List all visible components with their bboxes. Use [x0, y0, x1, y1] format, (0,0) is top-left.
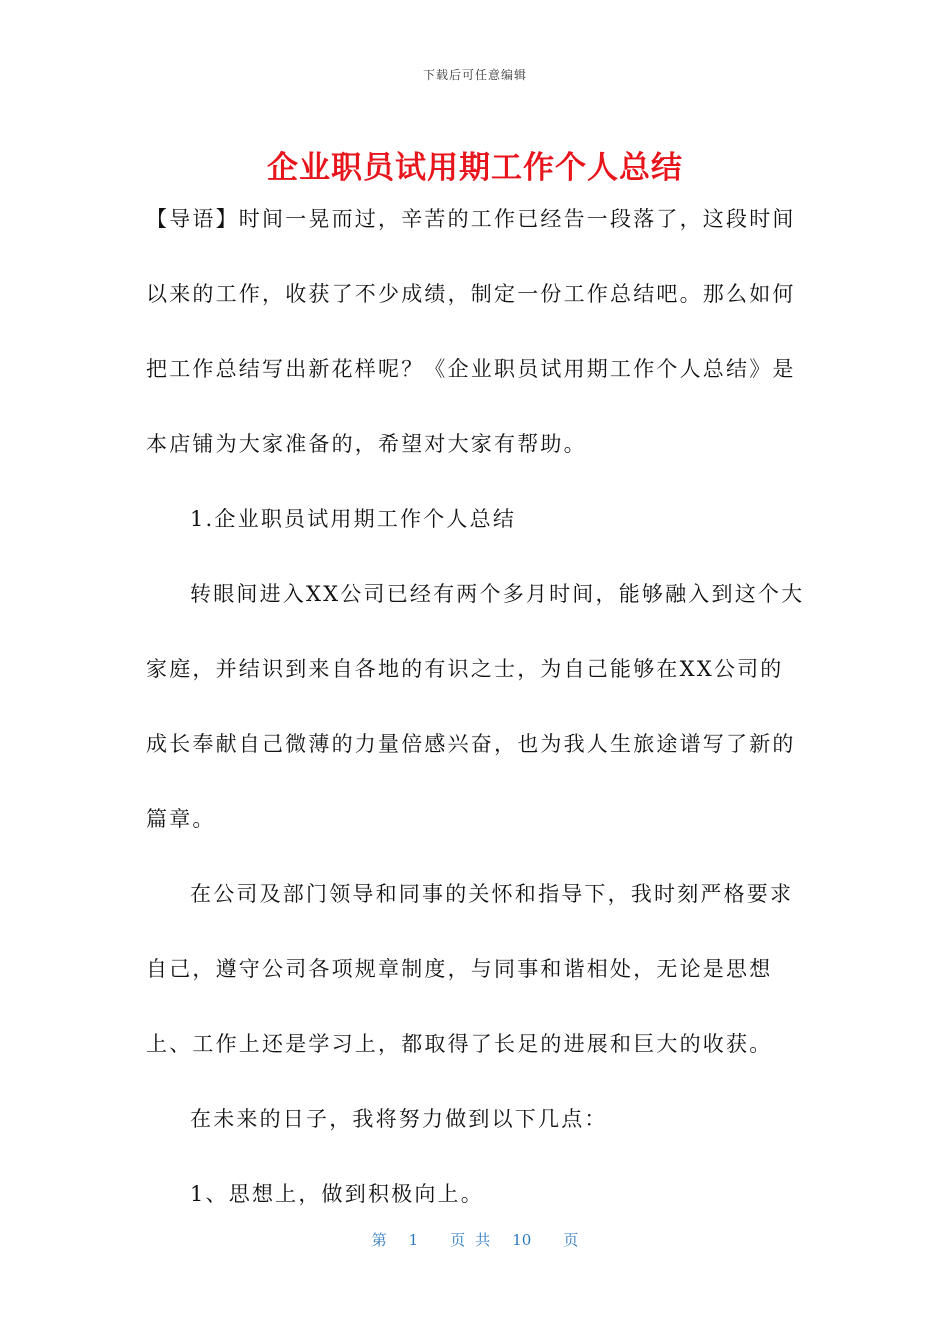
- document-title: 企业职员试用期工作个人总结: [267, 150, 683, 186]
- footer-page-label: 第: [371, 1231, 387, 1249]
- footer-total-pages: 10: [512, 1231, 532, 1249]
- intro-paragraph: 【导语】时间一晃而过，辛苦的工作已经告一段落了，这段时间以来的工作，收获了不少成绩，制定一份工作总结吧。那么如何把工作总结写出新花样呢？《企业职员试用期工作个人总结》是本店铺为大家准备的，希望对大家有帮助。: [146, 207, 796, 456]
- section-heading: 1.企业职员试用期工作个人总结: [190, 507, 517, 531]
- document-body: [146, 182, 806, 1232]
- page-footer: [0, 1229, 950, 1250]
- header-note: 下载后可任意编辑: [422, 68, 527, 82]
- body-paragraph: 转眼间进入XX公司已经有两个多月时间，能够融入到这个大家庭，并结识到来自各地的有识之士，为自己能够在XX公司的成长奉献自己微薄的力量倍感兴奋，也为我人生旅途谱写了新的篇章。: [146, 582, 805, 831]
- footer-total-label: 共: [475, 1231, 491, 1249]
- footer-total-unit: 页: [563, 1231, 579, 1249]
- footer-page-number: 1: [408, 1231, 419, 1249]
- body-paragraph: 在公司及部门领导和同事的关怀和指导下，我时刻严格要求自己，遵守公司各项规章制度，与同事和谐相处，无论是思想上、工作上还是学习上，都取得了长足的进展和巨大的收获。: [146, 882, 794, 1056]
- body-paragraph: 在未来的日子，我将努力做到以下几点：: [190, 1107, 608, 1131]
- list-item: 1、思想上，做到积极向上。: [190, 1182, 484, 1206]
- footer-page-unit: 页: [450, 1231, 466, 1249]
